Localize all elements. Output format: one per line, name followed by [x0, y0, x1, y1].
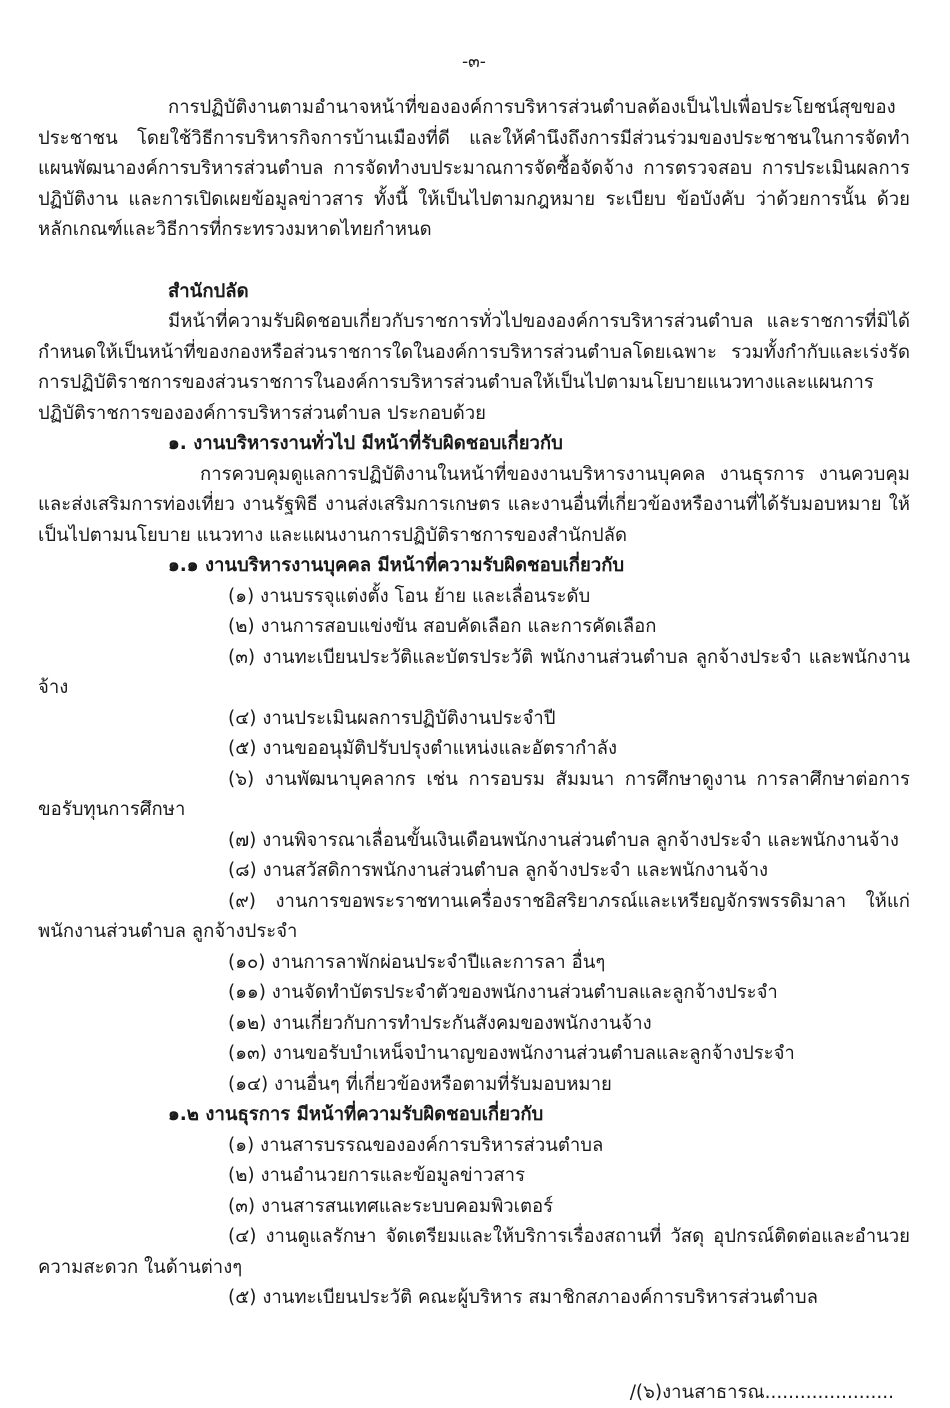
- office-section-description: มีหน้าที่ความรับผิดชอบเกี่ยวกับราชการทั่วไปขององค์การบริหารส่วนตำบล และราชการที่มิได้กำหนดให้เป็นหน้าที่ของกองหรือส่วนราชการใดในองค์การบริหารส่วนตำบลโดยเฉพาะ รวมทั้งกำกับและเร่งรัดการปฏิบัติราชการของส่วนราชการในองค์การบริหารส่วนตำบลให้เป็นไปตามนโยบายแนวทางและแผนการปฏิบัติราชการขององค์การบริหารส่วนตำบล ประกอบด้วย: [38, 311, 910, 424]
- list-item: (๓) งานสารสนเทศและระบบคอมพิวเตอร์: [228, 1195, 554, 1217]
- list-item: (๑๐) งานการลาพักผ่อนประจำปีและการลา อื่นๆ: [228, 951, 606, 973]
- list-item: (๑๒) งานเกี่ยวกับการทำประกันสังคมของพนักงานจ้าง: [228, 1012, 652, 1034]
- general-admin-description: การควบคุมดูแลการปฏิบัติงานในหน้าที่ของงานบริหารงานบุคคล งานธุรการ งานควบคุมและส่งเสริมการท่องเที่ยว งานรัฐพิธี งานส่งเสริมการเกษตร และงานอื่นที่เกี่ยวข้องหรืองานที่ได้รับมอบหมาย ให้เป็นไปตามนโยบาย แนวทาง และแผนงานการปฏิบัติราชการของสำนักปลัด: [38, 463, 910, 546]
- list-item: (๓) งานทะเบียนประวัติและบัตรประวัติ พนักงานส่วนตำบล ลูกจ้างประจำ และพนักงานจ้าง: [38, 646, 910, 698]
- list-item: (๑) งานบรรจุแต่งตั้ง โอน ย้าย และเลื่อนระดับ: [228, 585, 591, 607]
- general-admin-title: ๑. งานบริหารงานทั่วไป มีหน้าที่รับผิดชอบเกี่ยวกับ: [168, 433, 563, 454]
- intro-paragraph: การปฏิบัติงานตามอำนาจหน้าที่ขององค์การบริหารส่วนตำบลต้องเป็นไปเพื่อประโยชน์สุขของประชาชน โดยใช้วิธีการบริหารกิจการบ้านเมืองที่ดี และให้คำนึงถึงการมีส่วนร่วมของประชาชนในการจัดทำแผนพัฒนาองค์การบริหารส่วนตำบล การจัดทำงบประมาณการจัดซื้อจัดจ้าง การตรวจสอบ การประเมินผลการปฏิบัติงาน และการเปิดเผยข้อมูลข่าวสาร ทั้งนี้ ให้เป็นไปตามกฎหมาย ระเบียบ ข้อบังคับ ว่าด้วยการนั้น ด้วยหลักเกณฑ์และวิธีการที่กระทรวงมหาดไทยกำหนด: [38, 97, 910, 240]
- office-section-title: สำนักปลัด: [168, 280, 249, 302]
- list-item: (๒) งานอำนวยการและข้อมูลข่าวสาร: [228, 1165, 526, 1186]
- page-number: -๓-: [462, 52, 486, 72]
- list-item: (๕) งานขออนุมัติปรับปรุงตำแหน่งและอัตรากำลัง: [228, 738, 618, 759]
- list-item: (๘) งานสวัสดิการพนักงานส่วนตำบล ลูกจ้างประจำ และพนักงานจ้าง: [228, 860, 769, 881]
- list-item: (๑๓) งานขอรับบำเหน็จบำนาญของพนักงานส่วนตำบลและลูกจ้างประจำ: [228, 1043, 795, 1064]
- list-item: (๗) งานพิจารณาเลื่อนขั้นเงินเดือนพนักงานส่วนตำบล ลูกจ้างประจำ และพนักงานจ้าง: [228, 829, 899, 851]
- list-item: (๑๔) งานอื่นๆ ที่เกี่ยวข้องหรือตามที่รับมอบหมาย: [228, 1073, 612, 1095]
- clerical-section-title: ๑.๒ งานธุรการ มีหน้าที่ความรับผิดชอบเกี่ยวกับ: [168, 1104, 544, 1125]
- list-item: (๙) งานการขอพระราชทานเครื่องราชอิสริยาภรณ์และเหรียญจักรพรรดิมาลา ให้แก่พนักงานส่วนตำบล ลูกจ้างประจำ: [38, 890, 910, 942]
- personnel-section-title: ๑.๑ งานบริหารงานบุคคล มีหน้าที่ความรับผิดชอบเกี่ยวกับ: [168, 555, 625, 576]
- list-item: (๕) งานทะเบียนประวัติ คณะผู้บริหาร สมาชิกสภาองค์การบริหารส่วนตำบล: [228, 1287, 818, 1308]
- list-item: (๑๑) งานจัดทำบัตรประจำตัวของพนักงานส่วนตำบลและลูกจ้างประจำ: [228, 982, 778, 1003]
- list-item: (๔) งานประเมินผลการปฏิบัติงานประจำปี: [228, 707, 556, 729]
- list-item: (๔) งานดูแลรักษา จัดเตรียมและให้บริการเรื่องสถานที่ วัสดุ อุปกรณ์ติดต่อและอำนวยความสะดวก ในด้านต่างๆ: [38, 1226, 910, 1278]
- list-item: (๒) งานการสอบแข่งขัน สอบคัดเลือก และการคัดเลือก: [228, 616, 657, 637]
- list-item: (๖) งานพัฒนาบุคลากร เช่น การอบรม สัมมนา การศึกษาดูงาน การลาศึกษาต่อการ ขอรับทุนการศึกษา: [38, 768, 910, 820]
- page-continuation-note: /(๖)งานสาธารณ......................: [629, 1381, 894, 1403]
- list-item: (๑) งานสารบรรณขององค์การบริหารส่วนตำบล: [228, 1134, 604, 1156]
